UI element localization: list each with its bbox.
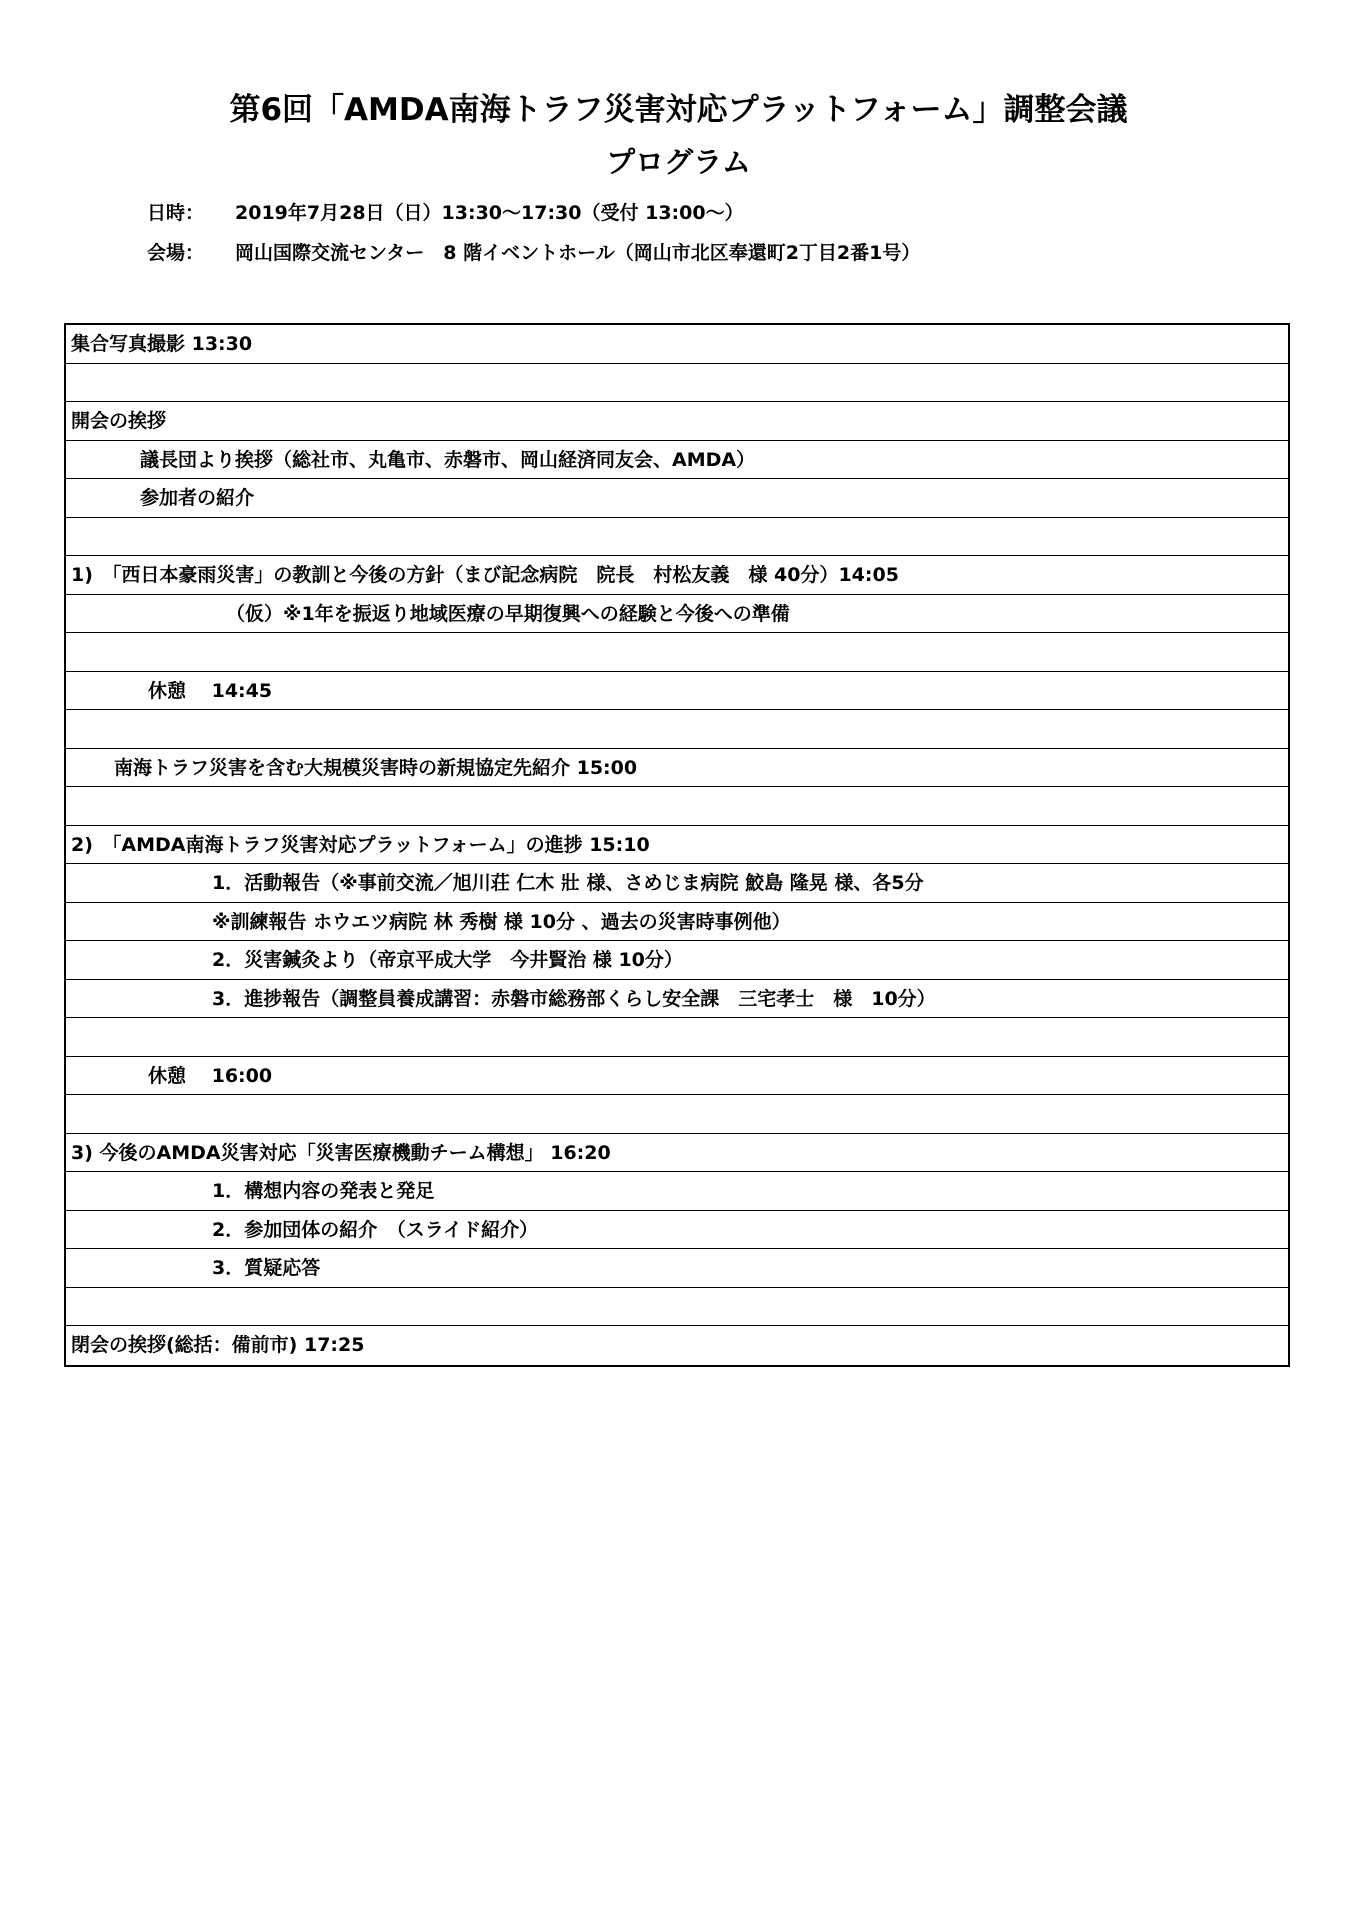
date-line	[147, 199, 744, 227]
program-row-empty	[66, 787, 1288, 826]
program-row-empty	[66, 1095, 1288, 1134]
program-row: 1．構想内容の発表と発足	[66, 1172, 1288, 1211]
document-title: 第6回「AMDA南海トラフ災害対応プラットフォーム」調整会議	[229, 92, 1128, 128]
program-row: （仮）※1年を振返り地域医療の早期復興への経験と今後への準備	[66, 595, 1288, 634]
program-row: 集合写真撮影 13:30	[66, 325, 1288, 364]
program-row: 3．質疑応答	[66, 1249, 1288, 1288]
date-value: 2019年7月28日（日）13:30～17:30（受付 13:00～）	[235, 202, 744, 224]
program-row: 3) 今後のAMDA災害対応「災害医療機動チーム構想」 16:20	[66, 1134, 1288, 1173]
program-row: ※訓練報告 ホウエツ病院 林 秀樹 様 10分 、過去の災害時事例他）	[66, 903, 1288, 942]
venue-line	[147, 239, 920, 267]
program-row: 3．進捗報告（調整員養成講習：赤磐市総務部くらし安全課 三宅孝士 様 10分）	[66, 980, 1288, 1019]
program-row: 南海トラフ災害を含む大規模災害時の新規協定先紹介 15:00	[66, 749, 1288, 788]
program-row-empty	[66, 364, 1288, 403]
program-row-empty	[66, 1288, 1288, 1327]
program-row: 2．災害鍼灸より（帝京平成大学 今井賢治 様 10分）	[66, 941, 1288, 980]
program-row: 閉会の挨拶(総括：備前市) 17:25	[71, 1334, 365, 1356]
program-row-empty	[66, 518, 1288, 557]
program-row: 2．参加団体の紹介 （スライド紹介）	[66, 1211, 1288, 1250]
program-row: 参加者の紹介	[66, 479, 1288, 518]
program-row: 開会の挨拶	[66, 402, 1288, 441]
program-row-empty	[66, 710, 1288, 749]
venue-value: 岡山国際交流センター 8 階イベントホール（岡山市北区奉還町2丁目2番1号）	[235, 242, 921, 264]
venue-label: 会場：	[147, 242, 205, 264]
date-label: 日時：	[147, 202, 205, 224]
program-row-empty	[66, 1018, 1288, 1057]
program-row-empty	[66, 633, 1288, 672]
program-row: 2) 「AMDA南海トラフ災害対応プラットフォーム」の進捗 15:10	[66, 826, 1288, 865]
program-row: 1．活動報告（※事前交流／旭川荘 仁木 壯 様、さめじま病院 鮫島 隆晃 様、各5分	[66, 864, 1288, 903]
program-row: 議長団より挨拶（総社市、丸亀市、赤磐市、岡山経済同友会、AMDA）	[66, 441, 1288, 480]
program-table	[64, 323, 1290, 1367]
document-subtitle: プログラム	[606, 145, 751, 179]
program-row: 休憩 16:00	[66, 1057, 1288, 1096]
program-row: 休憩 14:45	[66, 672, 1288, 711]
program-row: 1) 「西日本豪雨災害」の教訓と今後の方針（まび記念病院 院長 村松友義 様 40分）14:05	[66, 556, 1288, 595]
